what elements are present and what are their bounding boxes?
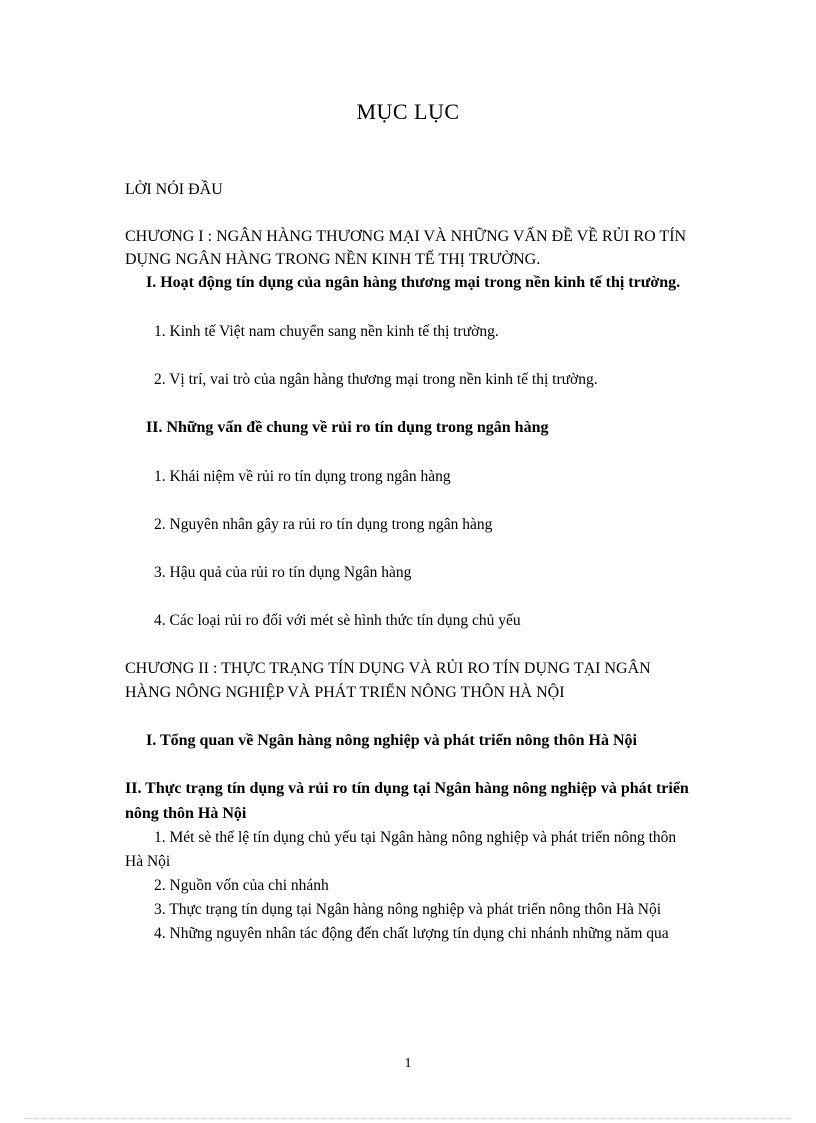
toc-item: 1. Kinh tế Việt nam chuyển sang nền kinh tế thị trường. xyxy=(154,323,499,340)
chapter2-section1-title: I. Tổng quan về Ngân hàng nông nghiệp và phát triển nông thôn Hà Nội xyxy=(146,732,637,749)
chapter1-section1-title: I. Hoạt động tín dụng của ngân hàng thương mại trong nền kinh tế thị trường. xyxy=(146,274,681,291)
intro-heading: LỜI NÓI ĐẦU xyxy=(125,181,223,198)
toc-item: 1. Mét sè thể lệ tín dụng chủ yếu tại Ngân hàng nông nghiệp và phát triển nông thôn xyxy=(154,829,677,846)
page-bottom-divider xyxy=(24,1118,792,1119)
toc-item: 1. Khái niệm về rủi ro tín dụng trong ngân hàng xyxy=(154,468,451,485)
chapter2-section2-title-line1: II. Thực trạng tín dụng và rủi ro tín dụng tại Ngân hàng nông nghiệp và phát triển xyxy=(125,780,689,797)
chapter2-heading-line1: CHƯƠNG II : THỰC TRẠNG TÍN DỤNG VÀ RỦI RO TÍN DỤNG TẠI NGÂN xyxy=(125,660,651,677)
page-title: MỤC LỤC xyxy=(356,99,460,124)
toc-item: 4. Những nguyên nhân tác động đến chất lượng tín dụng chi nhánh những năm qua xyxy=(154,925,669,942)
chapter1-section2-title: II. Những vấn đề chung về rủi ro tín dụng trong ngân hàng xyxy=(146,419,549,436)
toc-item: 4. Các loại rủi ro đối với mét sè hình thức tín dụng chủ yếu xyxy=(154,612,521,629)
chapter2-section2-title-line2: nông thôn Hà Nội xyxy=(125,805,247,822)
toc-item: 2. Vị trí, vai trò của ngân hàng thương mại trong nền kinh tế thị trường. xyxy=(154,371,598,388)
chapter2-heading-line2: HÀNG NÔNG NGHIỆP VÀ PHÁT TRIỂN NÔNG THÔN HÀ NỘI xyxy=(125,684,565,701)
chapter1-heading-line1: CHƯƠNG I : NGÂN HÀNG THƯƠNG MẠI VÀ NHỮNG VẤN ĐỀ VỀ RỦI RO TÍN xyxy=(125,228,687,245)
toc-item: 2. Nguồn vốn của chi nhánh xyxy=(154,877,329,894)
toc-item: 3. Hậu quả của rủi ro tín dụng Ngân hàng xyxy=(154,564,412,581)
page-number: 1 xyxy=(404,1056,412,1071)
toc-item: 2. Nguyên nhân gây ra rủi ro tín dụng trong ngân hàng xyxy=(154,516,493,533)
chapter1-heading-line2: DỤNG NGÂN HÀNG TRONG NỀN KINH TẾ THỊ TRƯỜNG. xyxy=(125,251,541,268)
toc-item-continuation: Hà Nội xyxy=(125,853,171,870)
toc-item: 3. Thực trạng tín dụng tại Ngân hàng nông nghiệp và phát triển nông thôn Hà Nội xyxy=(154,901,662,918)
